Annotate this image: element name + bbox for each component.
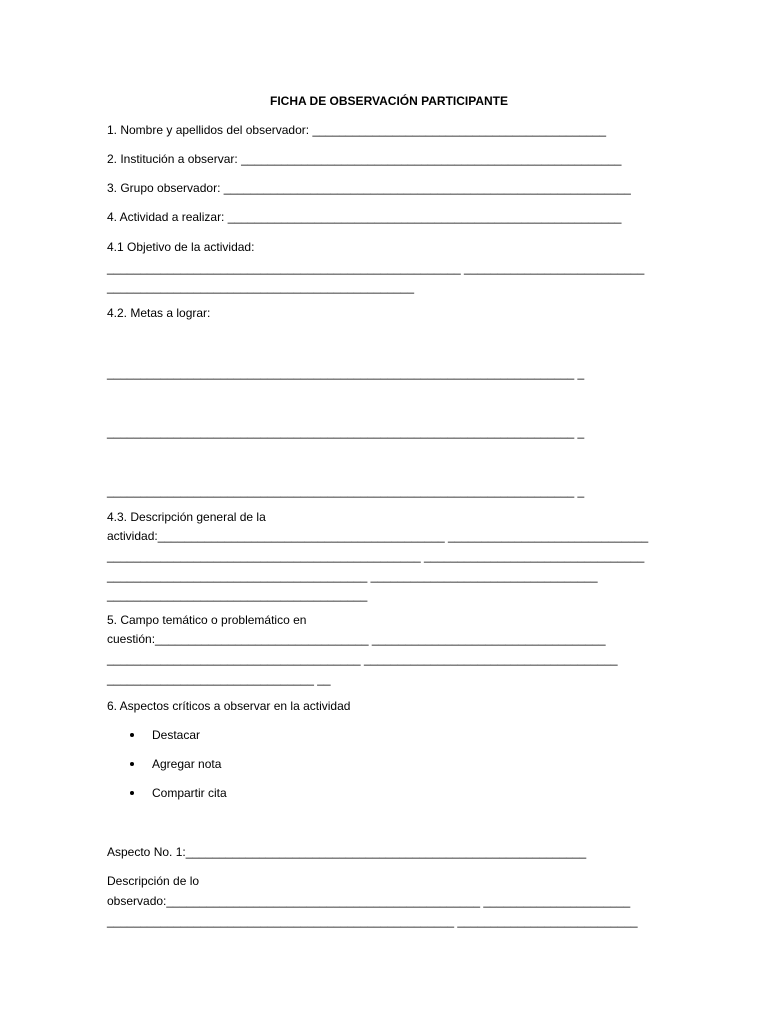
goal-line-3: ______________________________________________________________________ _	[107, 484, 585, 498]
objective-line-2: ______________________________________________	[107, 280, 414, 294]
goal-line-2: ______________________________________________________________________ _	[107, 425, 585, 439]
objective-line-1: _____________________________________________________ ___________________________	[107, 261, 645, 275]
observer-name-field: 1. Nombre y apellidos del observador: ____________________________________________	[107, 123, 607, 137]
list-item-compartir-cita: Compartir cita	[152, 786, 227, 800]
list-item-agregar-nota: Agregar nota	[152, 757, 222, 771]
description-label: 4.3. Descripción general de la	[107, 510, 266, 524]
description-line-4: _______________________________________	[107, 588, 368, 602]
description-line-2: _______________________________________________ _________________________________	[107, 549, 645, 563]
field5-label: 5. Campo temático o problemático en	[107, 613, 307, 627]
observed-line-2: ____________________________________________________ ___________________________	[107, 914, 638, 928]
bullet-icon	[130, 791, 134, 795]
observed-line-1: observado:_______________________________________________ ______________________	[107, 894, 631, 908]
document-title: FICHA DE OBSERVACIÓN PARTICIPANTE	[270, 94, 509, 108]
activity-field: 4. Actividad a realizar: ___________________________________________________________	[107, 210, 622, 224]
field5-line-2: ______________________________________ ______________________________________	[107, 652, 618, 666]
description-line-1: actividad:___________________________________________ ______________________________	[107, 529, 649, 543]
objective-label: 4.1 Objetivo de la actividad:	[107, 240, 255, 254]
group-field: 3. Grupo observador: _____________________________________________________________	[107, 181, 631, 195]
description-line-3: _______________________________________ __________________________________	[107, 569, 598, 583]
goal-line-1: ______________________________________________________________________ _	[107, 366, 585, 380]
institution-field: 2. Institución a observar: _________________________________________________________	[107, 152, 622, 166]
field5-line-1: cuestión:________________________________ ___________________________________	[107, 632, 606, 646]
bullet-icon	[130, 733, 134, 737]
goals-label: 4.2. Metas a lograr:	[107, 306, 211, 320]
aspect-1-field: Aspecto No. 1:____________________________________________________________	[107, 845, 587, 859]
observed-label: Descripción de lo	[107, 874, 200, 888]
bullet-icon	[130, 762, 134, 766]
field5-line-3: _______________________________ __	[107, 672, 331, 686]
critical-aspects-label: 6. Aspectos críticos a observar en la actividad	[107, 699, 351, 713]
list-item-destacar: Destacar	[152, 728, 201, 742]
